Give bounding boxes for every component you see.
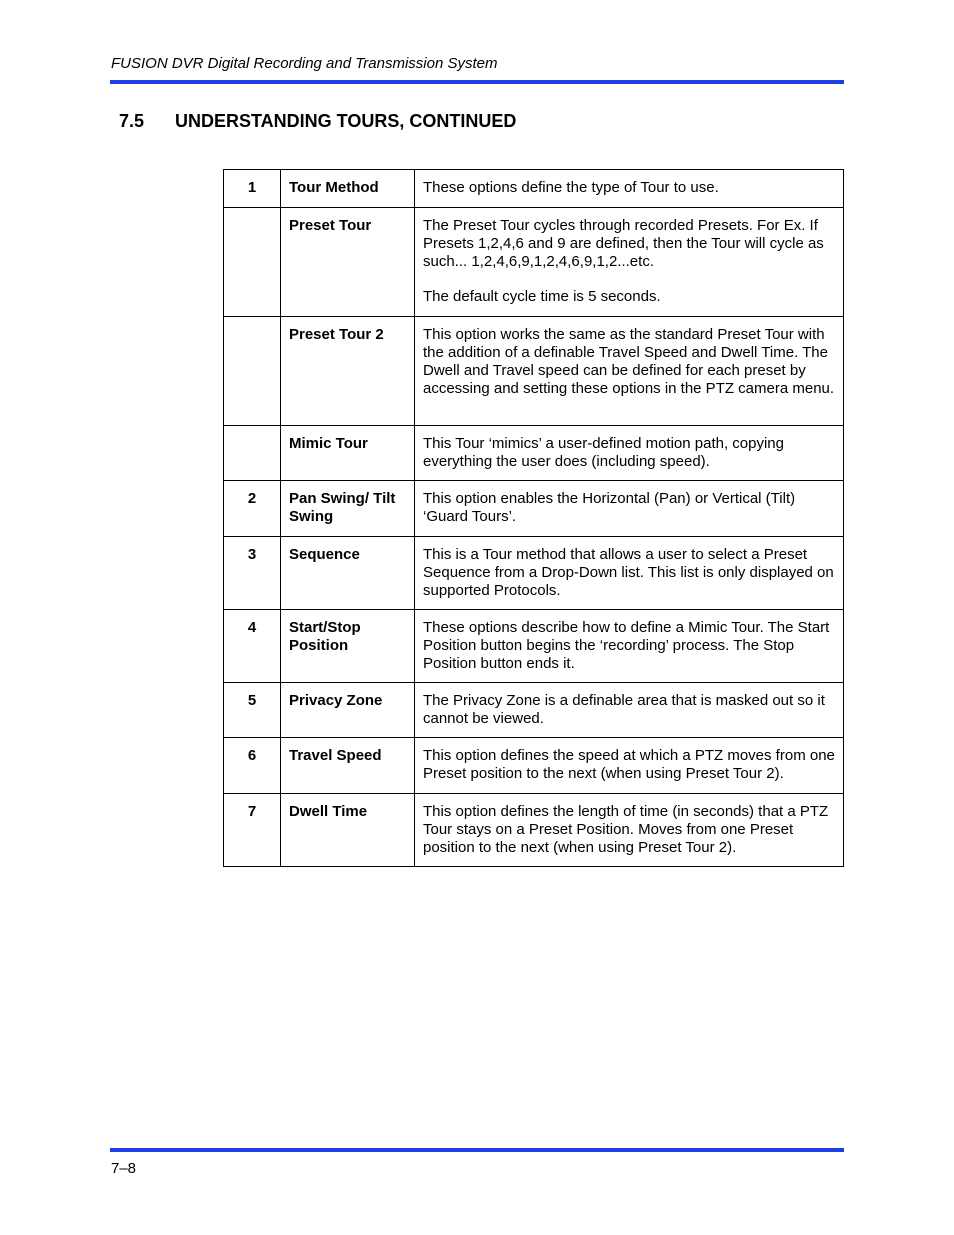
row-term: Preset Tour <box>289 217 372 234</box>
row-description: The Privacy Zone is a definable area that is masked out so it cannot be viewed. <box>423 692 825 727</box>
row-number <box>224 208 280 217</box>
section-heading <box>119 111 516 132</box>
table-row <box>224 738 844 794</box>
row-term: Sequence <box>289 546 360 563</box>
section-number: 7.5 <box>119 111 145 131</box>
row-number: 1 <box>247 179 257 196</box>
row-description: This is a Tour method that allows a user to select a Preset Sequence from a Drop-Down list. This list is only displayed on supported Protocols. <box>423 546 834 599</box>
header-rule <box>110 80 844 84</box>
table-row <box>224 683 844 738</box>
row-term: Preset Tour 2 <box>289 326 384 343</box>
table-row <box>224 170 844 208</box>
table-row <box>224 481 844 537</box>
row-description: This option defines the length of time (in seconds) that a PTZ Tour stays on a Preset Position. Moves from one Preset position to the next (when using Preset Tour 2). <box>423 803 829 856</box>
row-term: Mimic Tour <box>289 435 368 452</box>
row-number: 6 <box>247 747 257 764</box>
row-description: These options describe how to define a Mimic Tour. The Start Position button begins the ‘recording’ process. The Stop Position button ends it. <box>423 619 830 672</box>
row-description: These options define the type of Tour to use. <box>423 179 719 196</box>
table-row <box>224 794 844 867</box>
table-row <box>224 426 844 481</box>
row-term: Pan Swing/ Tilt Swing <box>289 490 396 525</box>
row-number: 2 <box>247 490 257 507</box>
footer-rule <box>110 1148 844 1152</box>
running-header: FUSION DVR Digital Recording and Transmission System <box>111 55 498 72</box>
row-description: This option enables the Horizontal (Pan) or Vertical (Tilt) ‘Guard Tours’. <box>423 490 796 525</box>
row-description: This Tour ‘mimics’ a user-defined motion path, copying everything the user does (including speed). <box>423 435 784 470</box>
row-term: Privacy Zone <box>289 692 383 709</box>
table-row <box>224 610 844 683</box>
row-description: This option works the same as the standard Preset Tour with the addition of a definable Travel Speed and Dwell Time. The Dwell and Travel speed can be defined for each preset by accessing and setting these options in the PTZ camera menu. <box>423 326 835 397</box>
tour-options-table <box>223 169 844 867</box>
row-description: The default cycle time is 5 seconds. <box>423 288 661 305</box>
row-term: Start/Stop Position <box>289 619 361 654</box>
page-number: 7–8 <box>111 1160 137 1177</box>
table-row <box>224 537 844 610</box>
row-number: 7 <box>247 803 257 820</box>
row-term: Tour Method <box>289 179 379 196</box>
table-row <box>224 208 844 317</box>
row-number <box>224 317 280 326</box>
table-row <box>224 317 844 426</box>
row-number <box>224 426 280 435</box>
section-title: UNDERSTANDING TOURS, CONTINUED <box>175 111 517 131</box>
row-description: This option defines the speed at which a PTZ moves from one Preset position to the next (when using Preset Tour 2). <box>423 747 835 782</box>
row-number: 4 <box>247 619 257 636</box>
row-number: 5 <box>247 692 257 709</box>
row-description: The Preset Tour cycles through recorded Presets. For Ex. If Presets 1,2,4,6 and 9 are defined, then the Tour will cycle as such... 1,2,4,6,9,1,2,4,6,9,1,2...etc. <box>423 217 824 270</box>
row-number: 3 <box>247 546 257 563</box>
row-term: Dwell Time <box>289 803 368 820</box>
row-term: Travel Speed <box>289 747 382 764</box>
